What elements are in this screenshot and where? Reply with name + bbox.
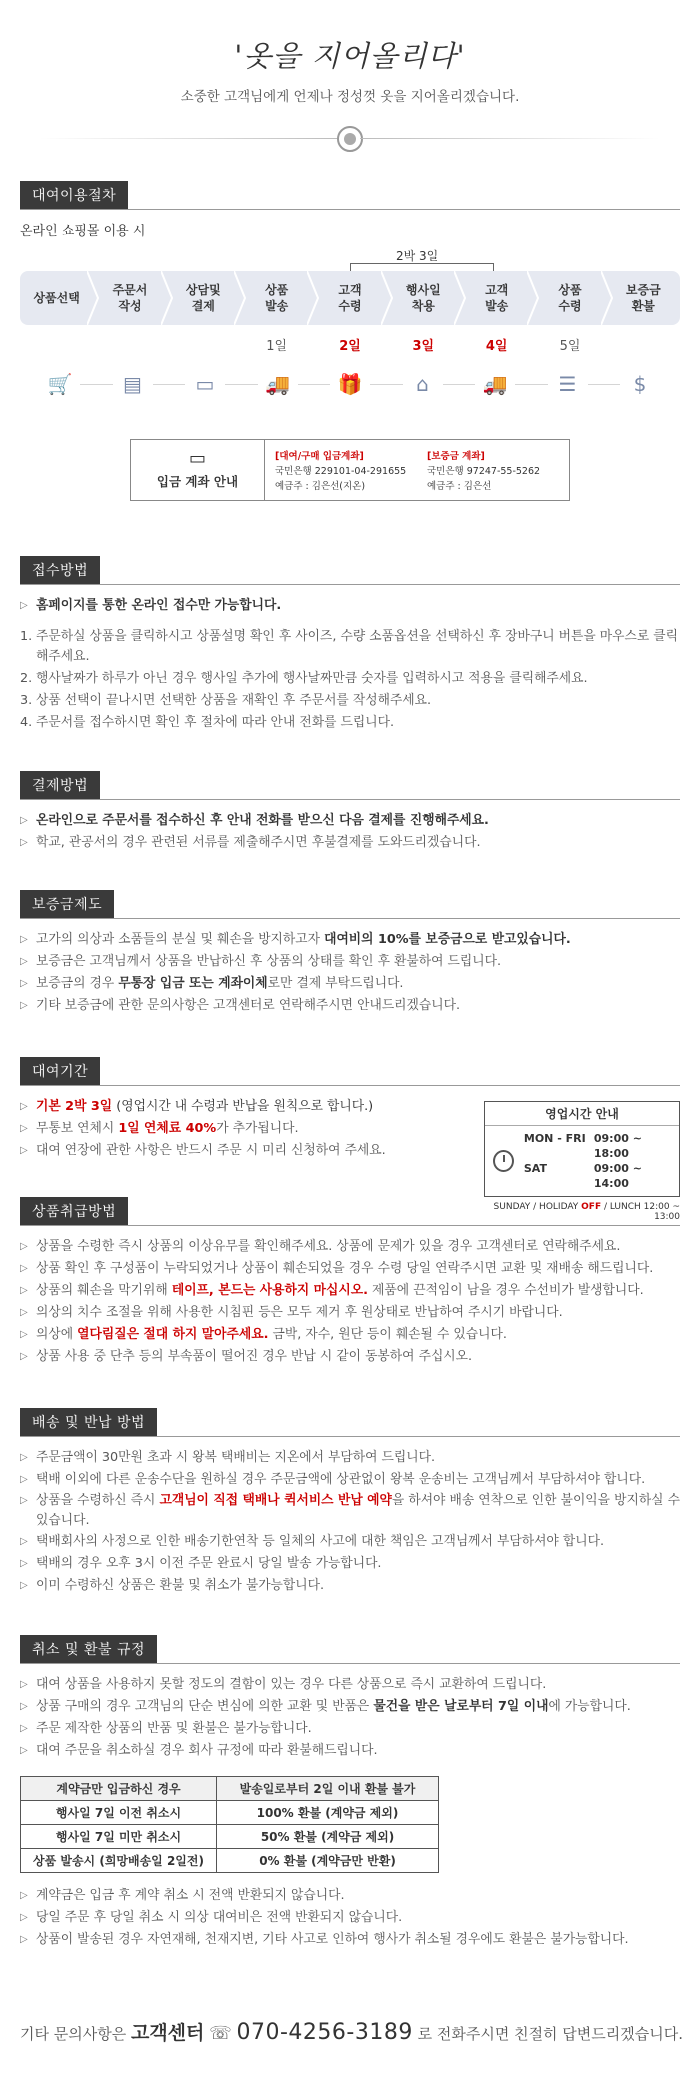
list-item: 2. 행사날짜가 하루가 아닌 경우 행사일 추가에 행사날짜만큼 숫자를 입력하시고 적용을 클릭해주세요. <box>20 671 588 686</box>
list-item: ▷ 계약금은 입금 후 계약 취소 시 전액 반환되지 않습니다. <box>20 1885 680 1907</box>
list-item: ▷ 의상의 치수 조절을 위해 사용한 시침핀 등은 모두 제거 후 원상태로 반납하여 주시기 바랍니다. <box>20 1302 680 1324</box>
delivery-section <box>20 1408 680 1597</box>
section-title: 보증금제도 <box>20 890 114 918</box>
table-cell: 100% 환불 (계약금 제외) <box>217 1801 439 1825</box>
process-step: 행사일 착용 <box>405 283 441 313</box>
list-item: ▷ 상품을 수령한 즉시 상품의 이상유무를 확인해주세요. 상품에 문제가 있을 경우 고객센터로 연락해주세요. <box>20 1236 680 1258</box>
list-item: ▷ 대여 상품을 사용하지 못할 정도의 결함이 있는 경우 다른 상품으로 즉시 교환하여 드립니다. <box>20 1674 680 1696</box>
day-label: 3일 <box>412 339 435 354</box>
list-item: ▷ 주문 제작한 상품의 반품 및 환불은 불가능합니다. <box>20 1718 680 1740</box>
list-item: ▷ 상품의 훼손을 막기위해 테이프, 본드는 사용하지 마십시오. 제품에 끈적임이 남을 경우 수선비가 발생합니다. <box>20 1280 680 1302</box>
table-cell: 계약금만 입금하신 경우 <box>21 1777 217 1801</box>
process-days <box>20 325 680 359</box>
hero <box>0 0 700 159</box>
process-section <box>20 181 680 501</box>
table-row <box>21 1801 439 1825</box>
day-label: 2일 <box>339 339 361 354</box>
payment-note: ▷ 학교, 관공서의 경우 관련된 서류를 제출해주시면 후불결제를 도와드리겠습니다. <box>20 832 680 854</box>
checklist-icon: ☰ <box>558 372 577 396</box>
list-item: ▷ 무통보 연체시 1일 연체료 40%가 추가됩니다. <box>20 1118 680 1140</box>
section-title: 취소 및 환불 규정 <box>20 1635 157 1663</box>
list-item: ▷ 이미 수령하신 상품은 환불 및 취소가 불가능합니다. <box>20 1575 680 1597</box>
list-item: ▷ 대여 연장에 관한 사항은 반드시 주문 시 미리 신청하여 주세요. <box>20 1140 680 1162</box>
section-title: 접수방법 <box>20 556 100 584</box>
list-item: ▷ 상품을 수령하신 즉시 고객님이 직접 택배나 퀵서비스 반납 예약을 하셔야 배송 연착으로 인한 불이익을 방지하실 수 있습니다. <box>20 1491 680 1531</box>
card-icon: ▭ <box>195 372 215 396</box>
process-icons <box>20 363 680 413</box>
process-step: 상품 발송 <box>265 283 289 313</box>
list-item: ▷ 상품 사용 중 단추 등의 부속품이 떨어진 경우 반납 시 같이 동봉하여 주십시오. <box>20 1346 680 1368</box>
section-title: 상품취급방법 <box>20 1197 128 1225</box>
period-bracket <box>20 247 680 271</box>
truck-icon: 🚚 <box>265 372 290 396</box>
deposit-account: [대여/구매 입금계좌] 국민은행 229101-04-291655 예금주 : 김은선(지온) <box>275 451 407 492</box>
list-item: ▷ 기타 보증금에 관한 문의사항은 고객센터로 연락해주시면 안내드리겠습니다. <box>20 995 680 1017</box>
table-row <box>21 1777 439 1801</box>
online-label: 온라인 쇼핑몰 이용 시 <box>20 224 146 239</box>
reception-section <box>20 556 680 735</box>
section-title: 대여이용절차 <box>20 181 128 209</box>
list-item: ▷ 당일 주문 후 당일 취소 시 의상 대여비은 전액 반환되지 않습니다. <box>20 1907 680 1929</box>
contact-footer: 기타 문의사항은 고객센터 ☏ 070-4256-3189 로 전화주시면 친절히 답변드리겠습니다. <box>20 2020 684 2045</box>
bracket-label: 2박 3일 <box>396 249 439 263</box>
list-item: ▷ 상품 확인 후 구성품이 누락되었거나 상품이 훼손되었을 경우 수령 당일 연락주시면 교환 및 재배송 해드립니다. <box>20 1258 680 1280</box>
list-item: ▷ 택배의 경우 오후 3시 이전 주문 완료시 당일 발송 가능합니다. <box>20 1553 680 1575</box>
section-title: 배송 및 반납 방법 <box>20 1408 157 1436</box>
process-step: 주문서 작성 <box>112 283 148 313</box>
cart-icon: 🛒 <box>47 372 73 396</box>
list-item: ▷ 택배 이외에 다른 운송수단을 원하실 경우 주문금액에 상관없이 왕복 운송비는 고객님께서 부담하셔야 합니다. <box>20 1469 680 1491</box>
hero-subtitle: 소중한 고객님에게 언제나 정성껏 옷을 지어올리겠습니다. <box>180 89 520 105</box>
table-cell: 50% 환불 (계약금 제외) <box>217 1825 439 1849</box>
section-title: 결제방법 <box>20 771 100 799</box>
section-title: 대여기간 <box>20 1057 100 1085</box>
table-cell: 발송일로부터 2일 이내 환불 불가 <box>217 1777 439 1801</box>
hero-title: '옷을 지어올리다' <box>234 39 466 73</box>
gift-icon: 🎁 <box>337 372 363 396</box>
list-item: 4. 주문서를 접수하시면 확인 후 절차에 따라 안내 전화를 드립니다. <box>20 715 395 730</box>
list-item: ▷ 상품 구매의 경우 고객님의 단순 변심에 의한 교환 및 반품은 물건을 받은 날로부터 7일 이내에 가능합니다. <box>20 1696 680 1718</box>
clock-icon <box>493 1150 514 1172</box>
process-step: 상담및 결제 <box>185 283 221 313</box>
reception-lead: ▷ 홈페이지를 통한 온라인 접수만 가능합니다. <box>20 595 680 617</box>
refund-table <box>20 1776 439 1873</box>
customer-center-label: 고객센터 <box>130 2022 205 2044</box>
bank-label: 입금 계좌 안내 <box>156 474 239 489</box>
hanger-icon: ⌂ <box>416 372 429 396</box>
ornament-icon <box>337 126 363 152</box>
document-icon: ▤ <box>123 372 142 396</box>
business-hours: 영업시간 안내 MON - FRI 09:00 ~ 18:00 SAT 09:00 ~ 14:00 SUNDAY / HOLIDAY OFF / LUNCH 12:00 ~ 13:00 <box>484 1101 680 1222</box>
delivery-icon: 🚚 <box>482 372 508 396</box>
bank-account-box <box>130 439 570 501</box>
table-cell: 행사일 7일 이전 취소시 <box>21 1801 217 1825</box>
process-step: 상품선택 <box>33 291 80 305</box>
deposit-section <box>20 890 680 1017</box>
table-row <box>21 1825 439 1849</box>
list-item: ▷ 주문금액이 30만원 초과 시 왕복 택배비는 지온에서 부담하여 드립니다. <box>20 1447 680 1469</box>
list-item: 1. 주문하실 상품을 클릭하시고 상품설명 확인 후 사이즈, 수량 소품옵션을 선택하신 후 장바구니 버튼을 마우스로 클릭해주세요. <box>20 629 679 664</box>
list-item: ▷ 보증금의 경우 무통장 입금 또는 계좌이체로만 결제 부탁드립니다. <box>20 973 680 995</box>
process-step: 고객 수령 <box>338 283 362 313</box>
table-cell: 상품 발송시 (희망배송일 2일전) <box>21 1849 217 1873</box>
list-item: ▷ 고가의 의상과 소품들의 분실 및 훼손을 방지하고자 대여비의 10%를 보증금으로 받고있습니다. <box>20 929 680 951</box>
list-item: 3. 상품 선택이 끝나시면 선택한 상품을 재확인 후 주문서를 작성해주세요. <box>20 693 432 708</box>
table-row <box>21 1849 439 1873</box>
payment-section <box>20 771 680 854</box>
hours-note: SUNDAY / HOLIDAY OFF / LUNCH 12:00 ~ 13:00 <box>493 1202 680 1222</box>
hero-divider <box>0 119 700 159</box>
coin-icon: $ <box>633 372 647 396</box>
process-step: 상품 수령 <box>558 283 582 313</box>
payment-lead: ▷ 온라인으로 주문서를 접수하신 후 안내 전화를 받으신 다음 결제를 진행해주세요. <box>20 810 680 832</box>
day-label: 4일 <box>485 339 508 354</box>
list-item: ▷ 상품이 발송된 경우 자연재해, 천재지변, 기타 사고로 인하여 행사가 취소될 경우에도 환불은 불가능합니다. <box>20 1929 680 1951</box>
table-cell: 0% 환불 (계약금만 반환) <box>217 1849 439 1873</box>
day-label: 5일 <box>559 339 581 354</box>
day-label: 1일 <box>266 339 288 354</box>
list-item: ▷ 대여 주문을 취소하실 경우 회사 규정에 따라 환불해드립니다. <box>20 1740 680 1762</box>
bond-account: [보증금 계좌] 국민은행 97247-55-5262 예금주 : 김은선 <box>427 451 541 492</box>
list-item: ▷ 보증금은 고객님께서 상품을 반납하신 후 상품의 상태를 확인 후 환불하여 드립니다. <box>20 951 680 973</box>
phone-icon: ☏ <box>209 2023 232 2044</box>
table-cell: 행사일 7일 미만 취소시 <box>21 1825 217 1849</box>
list-item: ▷ 택배회사의 사정으로 인한 배송기한연착 등 일체의 사고에 대한 책임은 고객님께서 부담하셔야 합니다. <box>20 1531 680 1553</box>
process-step: 고객 발송 <box>485 283 509 313</box>
hours-title: 영업시간 안내 <box>485 1102 679 1126</box>
process-step: 보증금 환불 <box>625 283 661 313</box>
phone-number[interactable]: 070-4256-3189 <box>236 2020 413 2045</box>
refund-section <box>20 1635 680 1951</box>
list-item: ▷ 의상에 열다림질은 절대 하지 말아주세요. 금박, 자수, 원단 등이 훼손될 수 있습니다. <box>20 1324 680 1346</box>
reception-steps <box>20 627 680 735</box>
list-item: ▷ 기본 2박 3일 (영업시간 내 수령과 반납을 원칙으로 합니다.) <box>20 1096 680 1118</box>
process-steps <box>20 271 680 325</box>
card-icon: ▭ <box>188 448 206 469</box>
handling-section <box>20 1197 680 1368</box>
